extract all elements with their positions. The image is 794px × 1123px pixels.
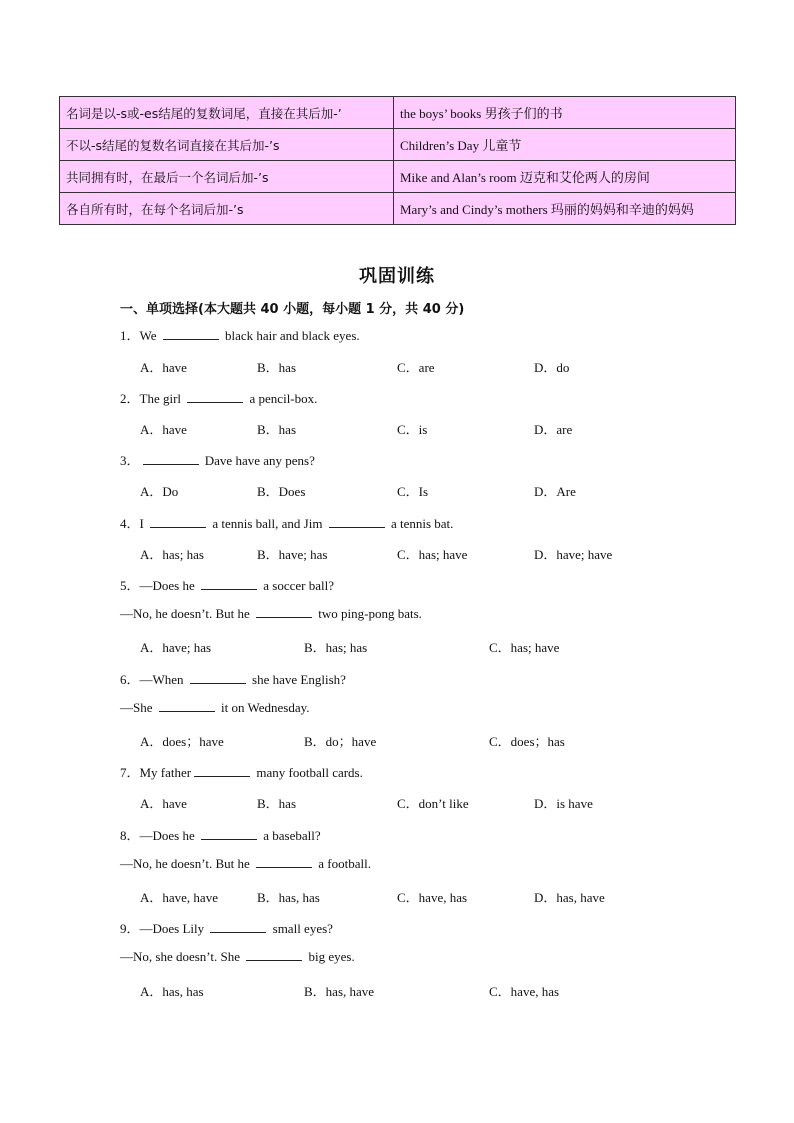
answer-option[interactable]: A．have, have — [140, 890, 218, 905]
stem-text: a baseball? — [260, 828, 321, 843]
question-stem — [120, 575, 334, 594]
stem-text: a soccer ball? — [260, 578, 334, 593]
table-row — [60, 97, 736, 129]
stem-text: 5．—Does he — [120, 578, 198, 593]
answer-option[interactable]: B．have; has — [257, 547, 328, 562]
question-stem — [120, 949, 355, 965]
stem-text: a football. — [315, 856, 371, 871]
answer-option[interactable]: A．have — [140, 360, 187, 375]
stem-text: it on Wednesday. — [217, 700, 310, 715]
answer-option[interactable]: A．has, has — [140, 984, 204, 999]
stem-text: 4．I — [120, 516, 148, 531]
answer-option[interactable]: B．has — [257, 360, 297, 375]
answer-blank[interactable] — [190, 672, 246, 684]
question-stem — [120, 825, 321, 844]
question-stem — [120, 450, 315, 469]
answer-blank[interactable] — [187, 391, 243, 403]
rule-cell: 名词是以-s或-es结尾的复数词尾，直接在其后加-’ — [60, 97, 394, 129]
stem-text: 9．—Does Lily — [120, 921, 208, 936]
stem-text: a tennis bat. — [387, 516, 454, 531]
answer-option[interactable]: C．have, has — [397, 890, 468, 905]
answer-option[interactable]: C．does；has — [489, 734, 565, 749]
stem-text: —She — [120, 700, 156, 715]
answer-blank[interactable] — [329, 516, 385, 528]
answer-option[interactable]: D．are — [534, 422, 573, 437]
answer-blank[interactable] — [201, 828, 257, 840]
question-stem — [120, 513, 453, 532]
answer-option[interactable]: C．don’t like — [397, 796, 469, 811]
example-cell: Mike and Alan’s room 迈克和艾伦两人的房间 — [394, 161, 736, 193]
stem-text: —No, he doesn’t. But he — [120, 606, 253, 621]
answer-option[interactable]: B．has, have — [304, 984, 375, 999]
answer-blank[interactable] — [201, 578, 257, 590]
answer-option[interactable]: B．do；have — [304, 734, 377, 749]
answer-option[interactable]: C．has; have — [489, 640, 560, 655]
answer-blank[interactable] — [246, 949, 302, 961]
answer-option[interactable]: D．has, have — [534, 890, 605, 905]
stem-text: Dave have any pens? — [201, 453, 315, 468]
question-stem — [120, 856, 371, 872]
possessive-rules-table — [59, 96, 736, 225]
table-row — [60, 193, 736, 225]
part-heading: 一、单项选择(本大题共 40 小题，每小题 1 分，共 40 分) — [120, 302, 465, 317]
stem-text: 8．—Does he — [120, 828, 198, 843]
question-stem — [120, 700, 310, 716]
question-stem — [120, 606, 422, 622]
answer-option[interactable]: A．have — [140, 422, 187, 437]
answer-blank[interactable] — [150, 516, 206, 528]
answer-blank[interactable] — [159, 700, 215, 712]
answer-option[interactable]: D．do — [534, 360, 570, 375]
answer-blank[interactable] — [194, 765, 250, 777]
answer-option[interactable]: A．have — [140, 796, 187, 811]
stem-text: 1．We — [120, 328, 160, 343]
answer-option[interactable]: D．have; have — [534, 547, 613, 562]
stem-text: she have English? — [248, 672, 346, 687]
answer-option[interactable]: B．has, has — [257, 890, 320, 905]
answer-option[interactable]: B．Does — [257, 484, 306, 499]
answer-option[interactable]: A．have; has — [140, 640, 212, 655]
table-row — [60, 129, 736, 161]
stem-text: small eyes? — [269, 921, 333, 936]
answer-option[interactable]: C．is — [397, 422, 428, 437]
stem-text: —No, he doesn’t. But he — [120, 856, 253, 871]
answer-option[interactable]: A．does；have — [140, 734, 224, 749]
answer-option[interactable]: A．Do — [140, 484, 179, 499]
rule-cell: 各自所有时，在每个名词后加-’s — [60, 193, 394, 225]
answer-blank[interactable] — [163, 328, 219, 340]
question-stem — [120, 762, 363, 781]
example-cell: Mary’s and Cindy’s mothers 玛丽的妈妈和辛迪的妈妈 — [394, 193, 736, 225]
stem-text: many football cards. — [253, 765, 363, 780]
answer-option[interactable]: C．has; have — [397, 547, 468, 562]
answer-blank[interactable] — [210, 921, 266, 933]
table-row — [60, 161, 736, 193]
question-stem — [120, 325, 360, 344]
section-title: 巩固训练 — [359, 266, 435, 287]
answer-option[interactable]: B．has; has — [304, 640, 368, 655]
answer-blank[interactable] — [143, 453, 199, 465]
rule-cell: 共同拥有时，在最后一个名词后加-’s — [60, 161, 394, 193]
answer-blank[interactable] — [256, 606, 312, 618]
answer-option[interactable]: A．has; has — [140, 547, 204, 562]
answer-option[interactable]: D．is have — [534, 796, 593, 811]
question-stem — [120, 388, 317, 407]
stem-text: 6．—When — [120, 672, 187, 687]
stem-text: two ping-pong bats. — [315, 606, 422, 621]
answer-option[interactable]: C．are — [397, 360, 435, 375]
answer-option[interactable]: B．has — [257, 422, 297, 437]
answer-option[interactable]: B．has — [257, 796, 297, 811]
stem-text: big eyes. — [305, 949, 355, 964]
example-cell: the boys’ books 男孩子们的书 — [394, 97, 736, 129]
answer-blank[interactable] — [256, 856, 312, 868]
example-cell: Children’s Day 儿童节 — [394, 129, 736, 161]
rule-cell: 不以-s结尾的复数名词直接在其后加-’s — [60, 129, 394, 161]
answer-option[interactable]: D．Are — [534, 484, 576, 499]
stem-text: a pencil-box. — [246, 391, 318, 406]
stem-text: —No, she doesn’t. She — [120, 949, 244, 964]
answer-option[interactable]: C．have, has — [489, 984, 560, 999]
stem-text: 2．The girl — [120, 391, 185, 406]
question-stem — [120, 918, 333, 937]
stem-text: a tennis ball, and Jim — [209, 516, 326, 531]
answer-option[interactable]: C．Is — [397, 484, 429, 499]
question-stem — [120, 669, 346, 688]
stem-text: black hair and black eyes. — [221, 328, 360, 343]
stem-text: 3． — [120, 453, 140, 468]
stem-text: 7．My father — [120, 765, 192, 780]
